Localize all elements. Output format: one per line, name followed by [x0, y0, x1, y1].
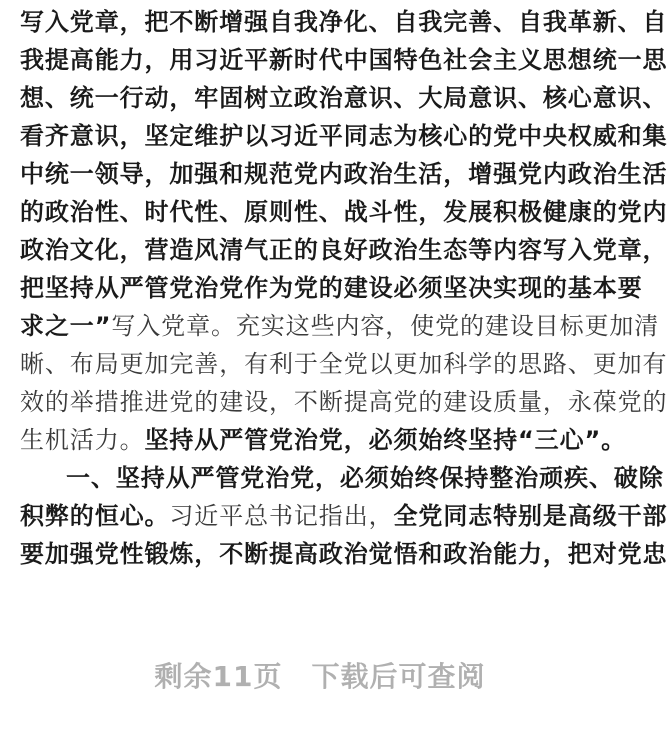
text-segment: 生机活力。	[20, 426, 145, 454]
text-segment: 写入党章，把不断增强自我净化、自我完善、自我革新、自	[20, 8, 667, 36]
text-line	[20, 534, 667, 574]
text-line	[20, 344, 667, 384]
download-prompt-footer[interactable]	[0, 630, 640, 736]
text-segment: 政治文化，营造风清气正的良好政治生态等内容写入党章，	[20, 236, 667, 264]
text-line	[20, 192, 667, 232]
text-segment: 坚持从严管党治党，必须始终坚持“三心”。	[144, 426, 627, 454]
text-segment: 积弊的恒心。	[20, 502, 170, 530]
text-line	[20, 116, 667, 156]
text-segment: 写入党章。充实这些内容，使党的建设目标更加清	[111, 312, 660, 340]
text-line	[20, 154, 667, 194]
text-line	[20, 496, 667, 536]
text-segment: 中统一领导，加强和规范党内政治生活，增强党内政治生活	[20, 160, 667, 188]
text-segment: 习近平总书记指出，	[169, 502, 394, 530]
text-line	[20, 306, 660, 346]
text-segment: 晰、布局更加完善，有利于全党以更加科学的思路、更加有	[20, 350, 667, 378]
text-line	[20, 230, 667, 270]
remaining-pages-notice[interactable]: 剩余11页 下载后可查阅	[154, 660, 486, 693]
text-line	[20, 2, 667, 42]
text-line	[20, 268, 643, 308]
text-segment: 要加强党性锻炼，不断提高政治觉悟和政治能力，把对党忠	[20, 540, 667, 568]
text-line	[20, 40, 667, 80]
text-line	[20, 382, 667, 422]
text-segment: 想、统一行动，牢固树立政治意识、大局意识、核心意识、	[20, 84, 667, 112]
text-segment: 把坚持从严管党治党作为党的建设必须坚决实现的基本要	[20, 274, 643, 302]
text-line	[20, 420, 626, 460]
text-segment: 一、坚持从严管党治党，必须始终保持整治顽疾、破除	[66, 464, 664, 492]
text-segment: 求之一”	[20, 312, 112, 340]
text-line	[66, 458, 664, 498]
text-segment: 全党同志特别是高级干部	[393, 502, 667, 530]
text-segment: 效的举措推进党的建设，不断提高党的建设质量，永葆党的	[20, 388, 667, 416]
text-segment: 我提高能力，用习近平新时代中国特色社会主义思想统一思	[20, 46, 667, 74]
text-segment: 看齐意识，坚定维护以习近平同志为核心的党中央权威和集	[20, 122, 667, 150]
text-segment: 的政治性、时代性、原则性、战斗性，发展积极健康的党内	[20, 198, 667, 226]
text-line	[20, 78, 667, 118]
